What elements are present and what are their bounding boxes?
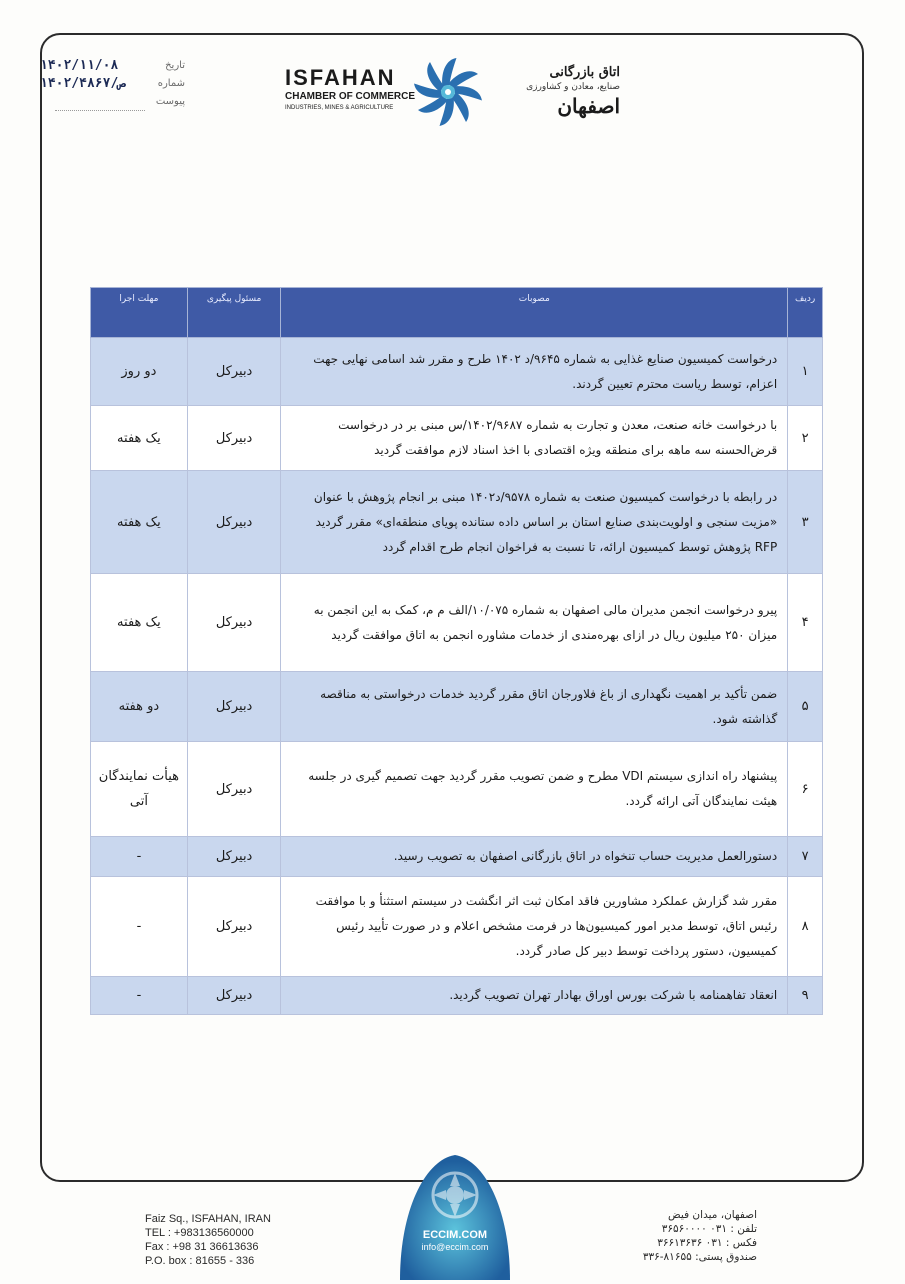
row-number: ۱ bbox=[788, 338, 823, 406]
attachment-line bbox=[55, 110, 145, 111]
deadline-cell: یک هفته bbox=[91, 471, 188, 574]
row-number: ۸ bbox=[788, 877, 823, 977]
responsible-cell: دبیرکل bbox=[187, 977, 281, 1015]
footer-en-pobox: P.O. box : 81655 - 336 bbox=[145, 1255, 255, 1267]
logo-en-sectors: INDUSTRIES, MINES & AGRICULTURE bbox=[285, 105, 394, 111]
attachment-row bbox=[40, 94, 190, 112]
resolution-text: پیرو درخواست انجمن مدیران مالی اصفهان به شماره ۱۰/۰۷۵/الف م م، کمک به این انجمن به میزان ۲۵۰ میلیون ریال در ازای بهره‌مندی از خدمات مشاوره انجمن به اتاق موافقت گردید bbox=[281, 574, 788, 672]
resolution-text: مقرر شد گزارش عملکرد مشاورین فاقد امکان ثبت اثر انگشت در سیستم استثنأ و با موافقت رئیس اتاق، توسط مدیر امور کمیسیون‌ها در فرمت مشخص اعلام و در صورت تأیید رئیس کمیسیون، دستور پرداخت توسط دبیر کل صادر گردد. bbox=[281, 877, 788, 977]
chamber-logo bbox=[280, 55, 620, 135]
table-row bbox=[91, 338, 823, 406]
resolution-text: پیشنهاد راه اندازی سیستم VDI مطرح و ضمن تصویب مقرر گردید جهت تصمیم گیری در جلسه هیئت نمایندگان آتی ارائه گردد. bbox=[281, 742, 788, 837]
deadline-cell: دو روز bbox=[91, 338, 188, 406]
row-number: ۶ bbox=[788, 742, 823, 837]
footer-en-tel: TEL : +983136560000 bbox=[145, 1227, 254, 1239]
logo-en-title: ISFAHAN bbox=[285, 65, 396, 90]
logo-fa-title: اتاق بازرگانی bbox=[549, 65, 620, 80]
date-value: ۱۴۰۲/۱۱/۰۸ bbox=[40, 58, 119, 73]
footer-fa-pobox: صندوق پستی: ۸۱۶۵۵-۳۳۶ bbox=[642, 1251, 757, 1263]
responsible-cell: دبیرکل bbox=[187, 672, 281, 742]
footer-website-badge bbox=[395, 1150, 515, 1280]
letter-meta bbox=[40, 58, 190, 112]
deadline-cell: - bbox=[91, 877, 188, 977]
number-value: ۱۴۰۲/ص/۴۸۶۷ bbox=[40, 76, 127, 91]
table-row bbox=[91, 742, 823, 837]
footer-en-address: Faiz Sq., ISFAHAN, IRAN bbox=[145, 1213, 271, 1225]
table-row bbox=[91, 837, 823, 877]
deadline-cell: - bbox=[91, 837, 188, 877]
row-number: ۴ bbox=[788, 574, 823, 672]
deadline-cell: هیأت نمایندگان آتی bbox=[91, 742, 188, 837]
resolution-text: ضمن تأکید بر اهمیت نگهداری از باغ فلاورجان اتاق مقرر گردید خدمات درخواستی به مناقصه گذاشته شود. bbox=[281, 672, 788, 742]
footer-fa-fax: فکس : ۰۳۱ ۳۶۶۱۳۶۳۶ bbox=[657, 1237, 757, 1249]
header-resolution: مصوبات bbox=[281, 288, 788, 338]
row-number: ۲ bbox=[788, 406, 823, 471]
row-number: ۳ bbox=[788, 471, 823, 574]
logo-fa-subtitle: صنایع، معادن و کشاورزی bbox=[526, 82, 620, 92]
header-responsible: مسئول پیگیری bbox=[187, 288, 281, 338]
responsible-cell: دبیرکل bbox=[187, 837, 281, 877]
responsible-cell: دبیرکل bbox=[187, 877, 281, 977]
deadline-cell: - bbox=[91, 977, 188, 1015]
date-label: تاریخ bbox=[165, 60, 185, 71]
number-label: شماره bbox=[157, 78, 185, 89]
footer-address-en bbox=[145, 1212, 271, 1268]
resolution-text: دستورالعمل مدیریت حساب تنخواه در اتاق بازرگانی اصفهان به تصویب رسید. bbox=[281, 837, 788, 877]
logo-fa-city: اصفهان bbox=[557, 94, 620, 118]
row-number: ۹ bbox=[788, 977, 823, 1015]
table-header-row bbox=[91, 288, 823, 338]
resolution-text: با درخواست خانه صنعت، معدن و تجارت به شماره ۱۴۰۲/۹۶۸۷/س مبنی بر در درخواست قرض‌الحسنه سه ماهه برای منطقه ویژه اقتصادی با اخذ اسناد لازم موافقت گردید bbox=[281, 406, 788, 471]
resolutions-table bbox=[90, 287, 823, 1015]
footer-address-fa bbox=[607, 1208, 757, 1264]
deadline-cell: دو هفته bbox=[91, 672, 188, 742]
footer-email[interactable]: info@eccim.com bbox=[421, 1242, 489, 1252]
table-row bbox=[91, 471, 823, 574]
logo-en-subtitle: CHAMBER OF COMMERCE bbox=[285, 91, 415, 102]
table-row bbox=[91, 977, 823, 1015]
table-row bbox=[91, 672, 823, 742]
attachment-label: پیوست bbox=[155, 96, 185, 107]
deadline-cell: یک هفته bbox=[91, 574, 188, 672]
footer-fa-address: اصفهان، میدان فیض bbox=[668, 1209, 757, 1221]
resolution-text: در رابطه با درخواست کمیسیون صنعت به شماره ۹۵۷۸/د۱۴۰۲ مبنی بر انجام پژوهش با عنوان «مزیت سنجی و اولویت‌بندی صنایع استان بر اساس داده ستانده پویای منطقه‌ای» مقرر گردید RFP پژوهش توسط کمیسیون ارائه، تا نسبت به فراخوان انجام طرح اقدام گردد bbox=[281, 471, 788, 574]
chamber-emblem-icon bbox=[413, 57, 483, 127]
header-deadline: مهلت اجرا bbox=[91, 288, 188, 338]
number-row bbox=[40, 76, 190, 94]
logo-fa-block bbox=[490, 65, 620, 118]
row-number: ۵ bbox=[788, 672, 823, 742]
footer-en-fax: Fax : +98 31 36613636 bbox=[145, 1241, 259, 1253]
responsible-cell: دبیرکل bbox=[187, 406, 281, 471]
resolution-text: انعقاد تفاهمنامه با شرکت بورس اوراق بهادار تهران تصویب گردید. bbox=[281, 977, 788, 1015]
header-row-number: ردیف bbox=[788, 288, 823, 338]
date-row bbox=[40, 58, 190, 76]
footer-website[interactable]: ECCIM.COM bbox=[422, 1229, 488, 1241]
footer-emblem-icon bbox=[395, 1150, 515, 1280]
responsible-cell: دبیرکل bbox=[187, 574, 281, 672]
table-row bbox=[91, 574, 823, 672]
resolution-text: درخواست کمیسیون صنایع غذایی به شماره ۹۶۴۵/د ۱۴۰۲ طرح و مقرر شد اسامی نهایی جهت اعزام، توسط ریاست محترم تعیین گردند. bbox=[281, 338, 788, 406]
deadline-cell: یک هفته bbox=[91, 406, 188, 471]
table-row bbox=[91, 406, 823, 471]
table-row bbox=[91, 877, 823, 977]
responsible-cell: دبیرکل bbox=[187, 471, 281, 574]
responsible-cell: دبیرکل bbox=[187, 742, 281, 837]
footer-fa-tel: تلفن : ۰۳۱ ۳۶۵۶۰۰۰۰ bbox=[661, 1223, 757, 1235]
row-number: ۷ bbox=[788, 837, 823, 877]
responsible-cell: دبیرکل bbox=[187, 338, 281, 406]
